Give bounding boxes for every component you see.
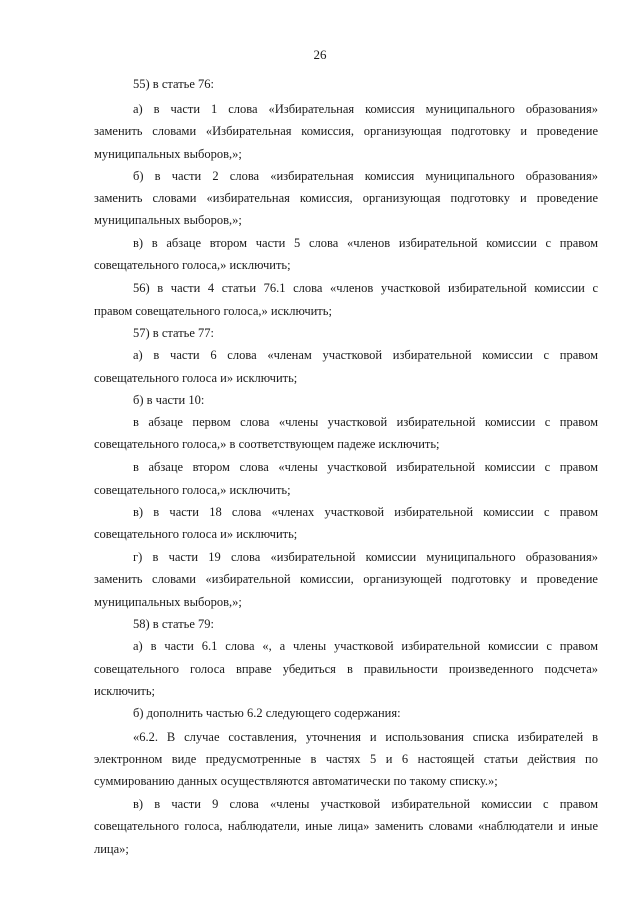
text-line: электронном виде предусмотренные в частях 5 и 6 настоящей статьи действия по: [94, 752, 598, 766]
text-line: муниципальных выборов,»;: [94, 213, 242, 227]
text-line: в абзаце втором слова «члены участковой избирательной комиссии с правом: [133, 460, 598, 474]
text-line: 55) в статье 76:: [133, 77, 215, 91]
text-line: исключить;: [94, 684, 156, 698]
text-line: в) в абзаце втором части 5 слова «членов избирательной комиссии с правом: [133, 236, 598, 250]
text-line: б) в части 2 слова «избирательная комиссия муниципального образования»: [133, 169, 598, 183]
text-line: «6.2. В случае составления, уточнения и использования списка избирателей в: [133, 730, 598, 744]
text-line: правом совещательного голоса,» исключить;: [94, 304, 332, 318]
text-line: совещательного голоса,» исключить;: [94, 483, 291, 497]
text-line: в абзаце первом слова «члены участковой избирательной комиссии с правом: [133, 415, 598, 429]
text-line: а) в части 6 слова «членам участковой избирательной комиссии с правом: [133, 348, 598, 362]
text-line: заменить словами «избирательной комиссии, организующей подготовку и проведение: [94, 572, 598, 586]
text-line: заменить словами «избирательная комиссия, организующая подготовку и проведение: [94, 191, 598, 205]
text-line: 58) в статье 79:: [133, 617, 215, 631]
text-line: заменить словами «Избирательная комиссия, организующая подготовку и проведение: [94, 124, 598, 138]
text-line: а) в части 1 слова «Избирательная комиссия муниципального образования»: [133, 102, 598, 116]
text-line: совещательного голоса и» исключить;: [94, 527, 298, 541]
text-line: суммированию данных осуществляются автоматически по такому списку.»;: [94, 774, 498, 788]
page-number: 26: [313, 47, 327, 62]
text-line: муниципальных выборов,»;: [94, 147, 242, 161]
text-line: совещательного голоса,» в соответствующем падеже исключить;: [94, 437, 440, 451]
text-line: б) дополнить частью 6.2 следующего содержания:: [133, 706, 401, 720]
text-line: в) в части 18 слова «членах участковой избирательной комиссии с правом: [133, 505, 598, 519]
text-line: 57) в статье 77:: [133, 326, 215, 340]
text-line: в) в части 9 слова «члены участковой избирательной комиссии с правом: [133, 797, 598, 811]
text-line: г) в части 19 слова «избирательной комиссии муниципального образования»: [133, 550, 598, 564]
text-line: лица»;: [94, 842, 129, 856]
text-line: совещательного голоса, наблюдатели, иные лица» заменить словами «наблюдатели и иные: [94, 819, 598, 833]
text-line: б) в части 10:: [133, 393, 205, 407]
text-line: совещательного голоса вправе убедиться в правильности произведенного подсчета»: [94, 662, 598, 676]
text-line: а) в части 6.1 слова «, а члены участковой избирательной комиссии с правом: [133, 639, 598, 653]
text-line: совещательного голоса и» исключить;: [94, 371, 298, 385]
text-line: 56) в части 4 статьи 76.1 слова «членов участковой избирательной комиссии с: [133, 281, 598, 295]
text-line: муниципальных выборов,»;: [94, 595, 242, 609]
text-line: совещательного голоса,» исключить;: [94, 258, 291, 272]
